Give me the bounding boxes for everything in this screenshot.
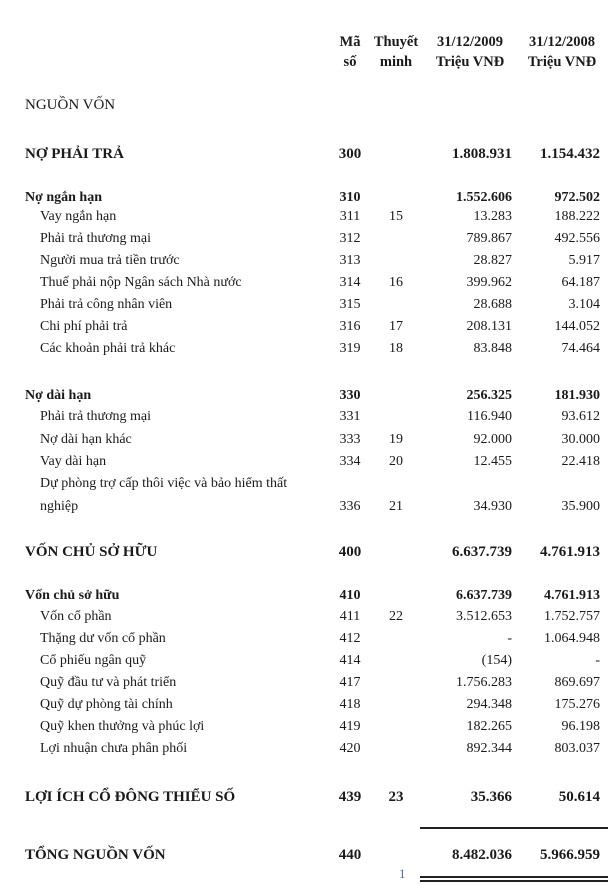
header-code: Mã số [339,34,361,70]
table-row: Các khoản phải trả khác 319 18 83.848 74.464 [40,341,600,356]
table-row: Vay ngắn hạn 311 15 13.283 188.222 [40,209,600,224]
table-row: Thặng dư vốn cổ phần 412 - 1.064.948 [40,631,600,646]
table-row-total: TỔNG NGUỒN VỐN 440 8.482.036 5.966.959 [25,847,600,863]
table-row: Phải trả thương mại 331 116.940 93.612 [40,409,600,424]
table-row: Quỹ khen thưởng và phúc lợi 419 182.265 96.198 [40,719,600,734]
header-2009: 31/12/2009 Triệu VNĐ [435,34,505,70]
header-2008: 31/12/2008 Triệu VNĐ [527,34,597,70]
table-row: Lợi nhuận chưa phân phối 420 892.344 803.037 [40,741,600,756]
table-row: Vay dài hạn 334 20 12.455 22.418 [40,454,600,469]
total-top-rule [420,827,608,829]
table-row: Quỹ đầu tư và phát triển 417 1.756.283 869.697 [40,675,600,690]
table-row: NỢ PHẢI TRẢ 300 1.808.931 1.154.432 [25,146,600,162]
table-row: Vốn chủ sở hữu 410 6.637.739 4.761.913 [25,588,600,603]
table-row: Nợ ngắn hạn 310 1.552.606 972.502 [25,190,600,205]
table-row: Thuế phải nộp Ngân sách Nhà nước 314 16 399.962 64.187 [40,275,600,290]
table-row: Cổ phiếu ngân quỹ 414 (154) - [40,653,600,668]
table-row: Quỹ dự phòng tài chính 418 294.348 175.276 [40,697,600,712]
table-row: LỢI ÍCH CỔ ĐÔNG THIỂU SỐ 439 23 35.366 50.614 [25,789,600,805]
table-row: Phải trả công nhân viên 315 28.688 3.104 [40,297,600,312]
table-row: Vốn cổ phần 411 22 3.512.653 1.752.757 [40,609,600,624]
table-row: nghiệp 336 21 34.930 35.900 [40,499,600,514]
table-row: Nợ dài hạn 330 256.325 181.930 [25,388,600,403]
footer-mark: 1 [399,866,406,881]
total-bottom-rule-1 [420,876,608,878]
table-row: Chi phí phải trả 316 17 208.131 144.052 [40,319,600,334]
table-row: Nợ dài hạn khác 333 19 92.000 30.000 [40,432,600,447]
table-row: Người mua trả tiền trước 313 28.827 5.917 [40,253,600,268]
total-bottom-rule-2 [420,880,608,882]
table-row-label-line1: Dự phòng trợ cấp thôi việc và bảo hiểm thất [40,476,288,491]
table-row: Phải trả thương mại 312 789.867 492.556 [40,231,600,246]
section-title: NGUỒN VỐN [25,97,116,113]
header-note: Thuyết minh [373,34,419,70]
table-row: VỐN CHỦ SỞ HỮU 400 6.637.739 4.761.913 [25,544,600,560]
